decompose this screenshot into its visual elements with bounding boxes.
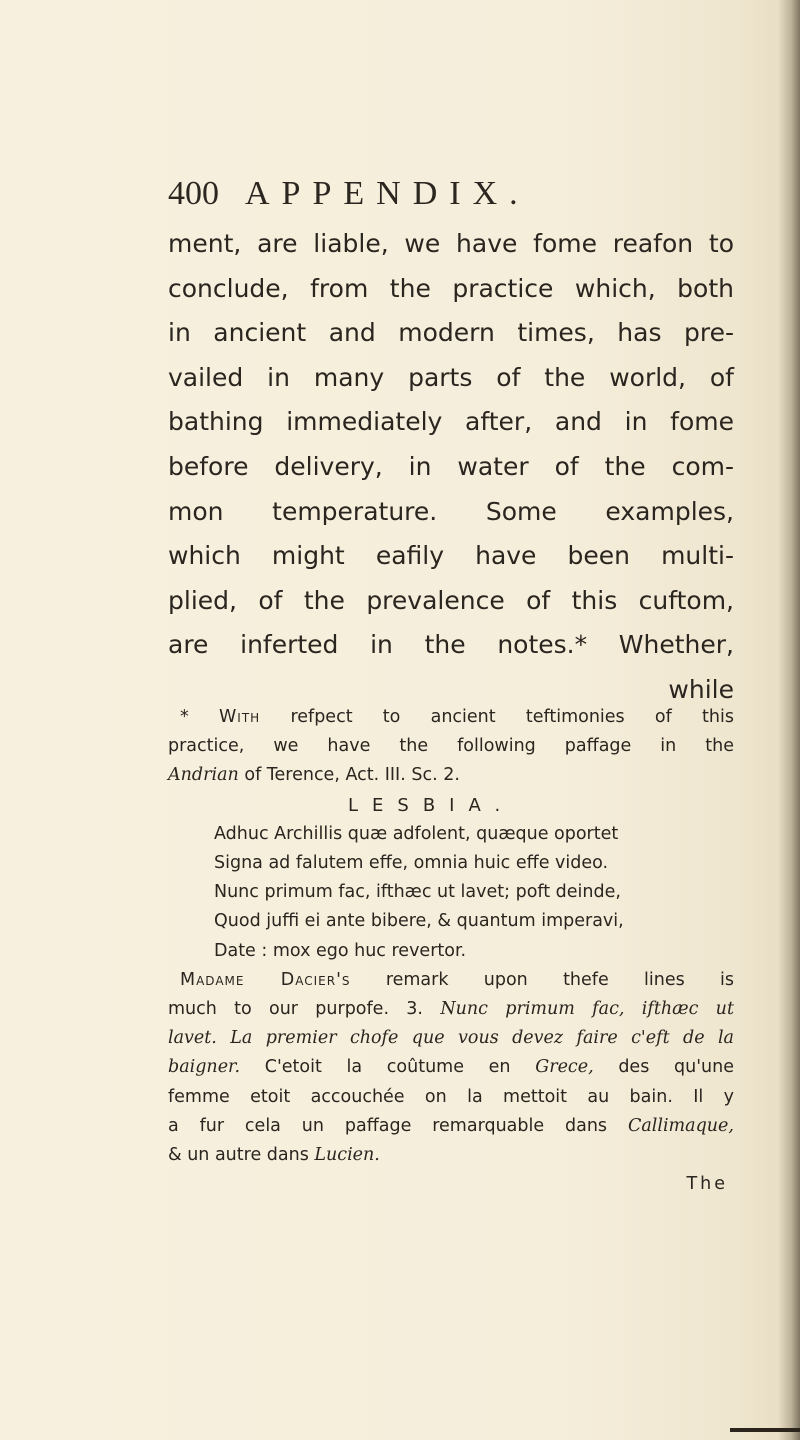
- speaker-name: LESBIA.: [348, 794, 515, 816]
- place-name: Grece,: [535, 1057, 594, 1078]
- page-header: [168, 172, 728, 212]
- footnote-text: & un autre dans: [168, 1145, 309, 1166]
- page-number: 400: [168, 175, 219, 212]
- footnote-text: C'etoit la coûtume en: [264, 1057, 511, 1078]
- footnote-with: With: [219, 707, 261, 727]
- body-line: in ancient and modern times, has pre-: [168, 318, 734, 348]
- footnote-text: refpect to ancient teftimonies of this: [290, 707, 734, 727]
- author-reference: Lucien.: [314, 1145, 380, 1166]
- body-line: vailed in many parts of the world, of: [168, 362, 734, 392]
- footnote-line: [168, 966, 734, 995]
- footnote-text: des qu'une: [618, 1057, 734, 1078]
- verse-line: Signa ad falutem effe, omnia huic effe video.: [214, 853, 609, 874]
- footnote-line: [168, 761, 734, 790]
- footnote-line: practice, we have the following paffage in the: [168, 736, 734, 757]
- body-line: mon temperature. Some examples,: [168, 496, 734, 526]
- play-title: Andrian: [168, 765, 239, 786]
- footnote-text: a fur cela un paffage remarquable dans: [168, 1115, 608, 1136]
- body-line: are inferted in the notes.* Whether,: [168, 630, 734, 660]
- footnote-text: much to our purpofe. 3.: [168, 999, 423, 1020]
- footnote-line: [168, 1141, 734, 1170]
- body-line: bathing immediately after, and in fome: [168, 407, 734, 437]
- footnote-line: femme etoit accouchée on la mettoit au bain. Il y: [168, 1086, 734, 1107]
- running-head: APPENDIX.: [245, 175, 530, 212]
- footnote-line: [168, 1112, 734, 1141]
- footnote-line: [168, 1053, 734, 1082]
- body-line: while: [668, 674, 734, 704]
- author-reference: Callimaque,: [627, 1115, 734, 1136]
- body-line: conclude, from the practice which, both: [168, 273, 734, 303]
- verse-line: Adhuc Archillis quæ adfolent, quæque oportet: [214, 823, 619, 844]
- page-edge-shadow: [778, 0, 800, 1440]
- footnote-text: remark upon thefe lines is: [385, 969, 734, 990]
- footnote: [168, 703, 734, 1199]
- body-line: ment, are liable, we have fome reafon to: [168, 229, 734, 258]
- footnote-marker: *: [180, 707, 189, 727]
- verse-line: Nunc primum fac, ifthæc ut lavet; poft deinde,: [214, 882, 621, 903]
- footnote-line: lavet. La premier chofe que vous devez faire c'eft de la: [168, 1028, 734, 1049]
- catchword: The: [686, 1174, 728, 1195]
- verse-line: Date : mox ego huc revertor.: [214, 940, 467, 961]
- bottom-edge-mark: [730, 1428, 800, 1432]
- footnote-line: [168, 703, 734, 732]
- body-line: before delivery, in water of the com-: [168, 451, 734, 481]
- quote-text: Nunc primum fac, ifthæc ut: [440, 999, 734, 1020]
- body-line: which might eafily have been multi-: [168, 541, 734, 571]
- verse-line: Quod juffi ei ante bibere, & quantum imperavi,: [214, 911, 624, 932]
- author-name: Madame Dacier's: [180, 969, 351, 990]
- quote-text: baigner.: [168, 1057, 241, 1078]
- body-line: plied, of the prevalence of this cuftom,: [168, 585, 734, 615]
- body-paragraph: [168, 222, 734, 713]
- footnote-text: of Terence, Act. III. Sc. 2.: [244, 765, 460, 786]
- footnote-line: [168, 995, 734, 1024]
